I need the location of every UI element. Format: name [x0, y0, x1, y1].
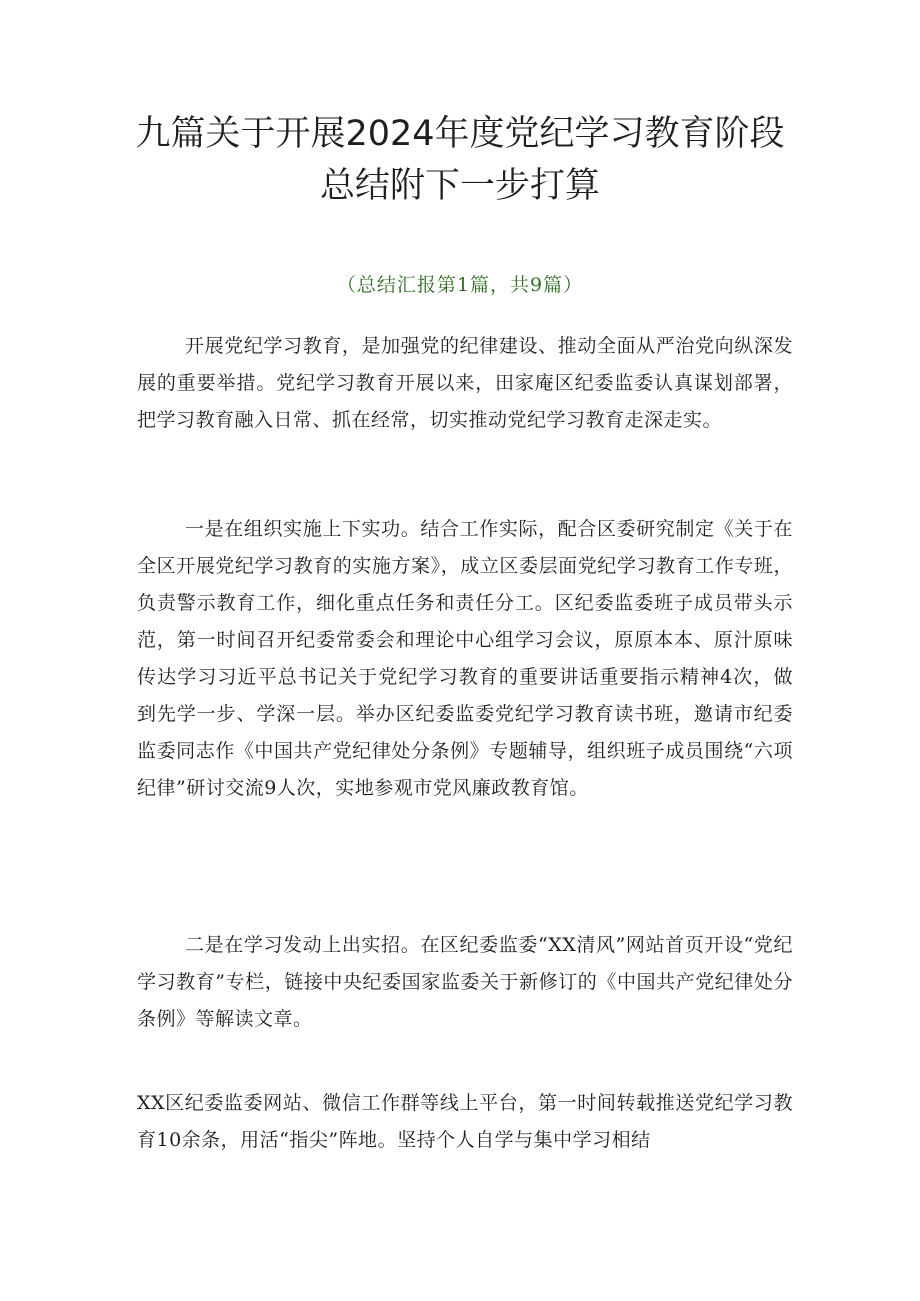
paragraph-2: 一是在组织实施上下实功。结合工作实际，配合区委研究制定《关于在全区开展党纪学习教育的实施方案》，成立区委层面党纪学习教育工作专班，负责警示教育工作，细化重点任务和责任分工。区纪委监委班子成员带头示范，第一时间召开纪委常委会和理论中心组学习会议，原原本本、原汁原味传达学习习近平总书记关于党纪学习教育的重要讲话重要指示精神4次，做到先学一步、学深一层。举办区纪委监委党纪学习教育读书班，邀请市纪委监委同志作《中国共产党纪律处分条例》专题辅导，组织班子成员围绕“六项纪律”研讨交流9人次，实地参观市党风廉政教育馆。 [137, 518, 793, 799]
document-subtitle: （总结汇报第1篇，共9篇） [336, 274, 584, 296]
paragraph-3: 二是在学习发动上出实招。在区纪委监委“XX清风”网站首页开设“党纪学习教育”专栏，链接中央纪委国家监委关于新修订的《中国共产党纪律处分条例》等解读文章。 [137, 934, 793, 1030]
title-line-1: 九篇关于开展2024年度党纪学习教育阶段 [135, 114, 785, 154]
title-line-2: 总结附下一步打算 [319, 166, 600, 206]
document-title [120, 108, 800, 212]
paragraph-4: XX区纪委监委网站、微信工作群等线上平台，第一时间转载推送党纪学习教育10余条，用活“指尖”阵地。坚持个人自学与集中学习相结 [137, 1092, 793, 1151]
paragraph-1: 开展党纪学习教育，是加强党的纪律建设、推动全面从严治党向纵深发展的重要举措。党纪学习教育开展以来，田家庵区纪委监委认真谋划部署，把学习教育融入日常、抓在经常，切实推动党纪学习教育走深走实。 [137, 335, 793, 431]
